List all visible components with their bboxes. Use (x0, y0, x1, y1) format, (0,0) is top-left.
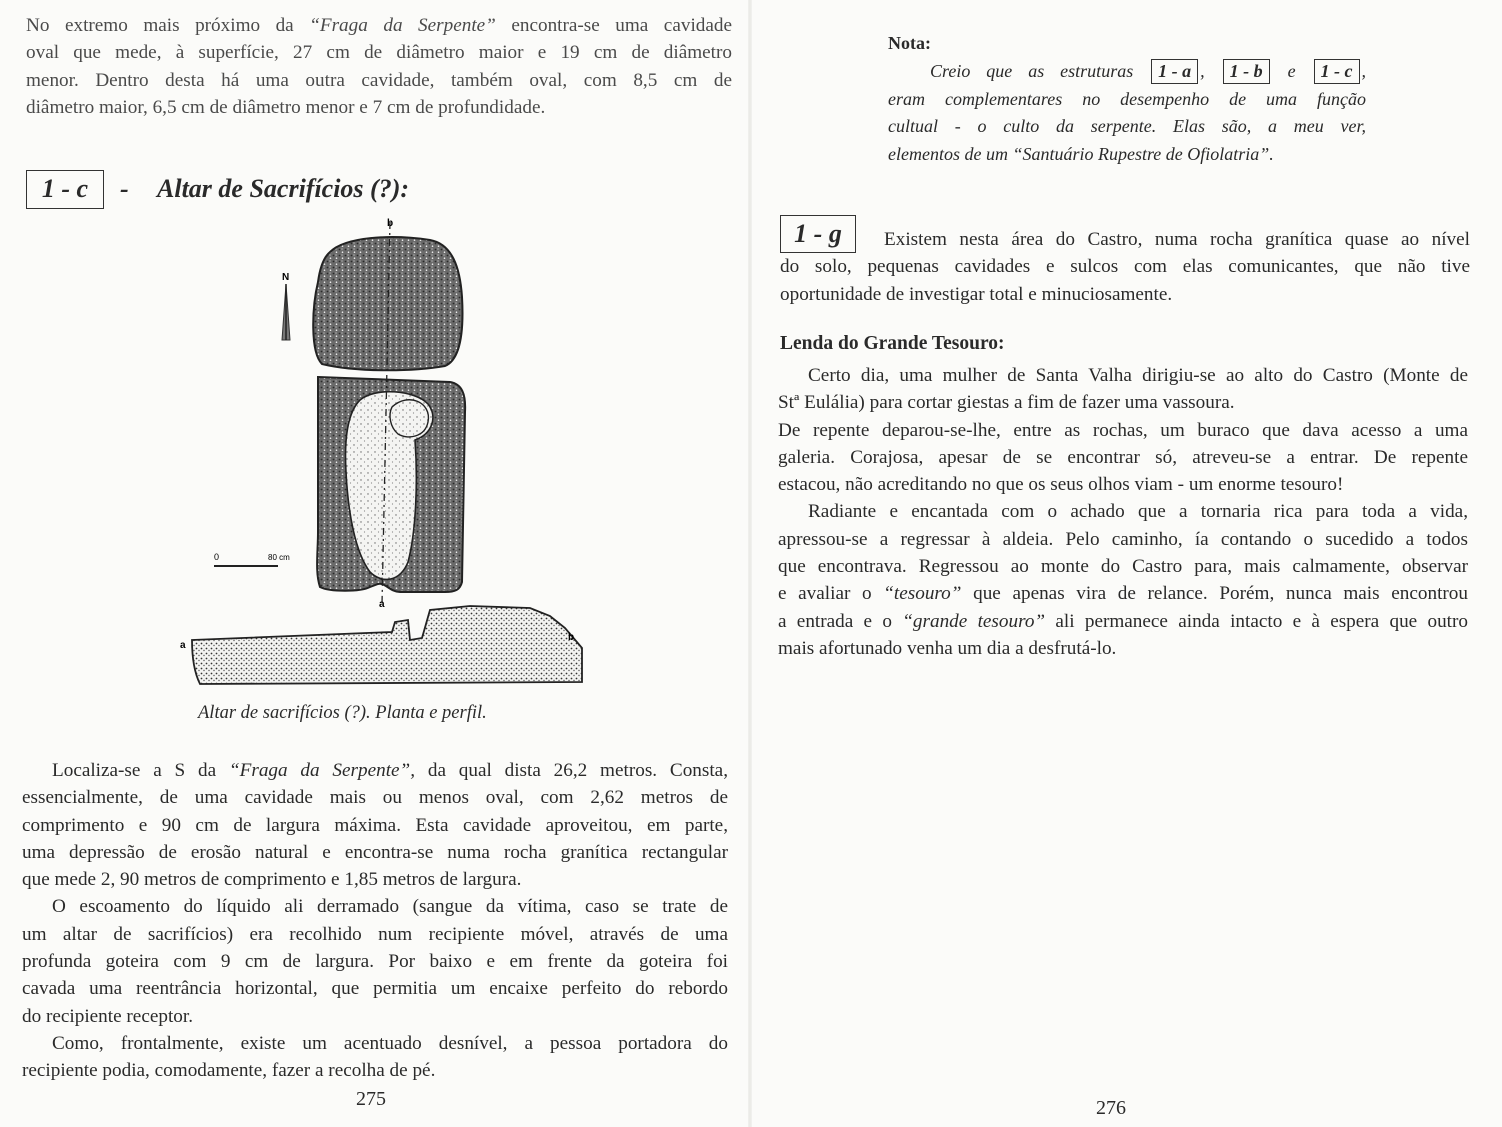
section-label-1g: 1 - g (780, 215, 856, 253)
altar-figure (170, 212, 600, 692)
text-line (22, 1003, 728, 1030)
text-run: e avaliar o (778, 583, 884, 605)
text-line (778, 498, 1468, 525)
text-line (778, 444, 1468, 471)
text-line (22, 866, 728, 893)
text-run: Localiza-se a S da (52, 760, 229, 781)
left-page (0, 0, 750, 1127)
text-line (778, 635, 1468, 662)
text-line (26, 94, 732, 121)
text-line (22, 757, 728, 784)
text-run: apressou-se a regressar à aldeia. Pelo caminho, ía contando o sucedido a todos (778, 528, 1468, 550)
scale-label: 80 cm (268, 553, 290, 562)
scale-zero: 0 (214, 552, 220, 562)
section-title: Altar de Sacrifícios (?): (157, 174, 410, 203)
note-box-1b: 1 - b (1223, 59, 1270, 84)
profile-label-b: b (568, 632, 575, 643)
text-run: “tesouro” (883, 583, 962, 605)
note-comma: , (1200, 61, 1205, 81)
text-run: a entrada e o (778, 610, 903, 632)
text-run: estacou, não acreditando no que os seus olhos viam - um enorme tesouro! (778, 474, 1344, 496)
text-run: uma depressão de erosão natural e encontra-se numa rocha granítica rectangular (22, 841, 728, 863)
text-run: do recipiente receptor. (22, 1005, 194, 1027)
scale-bar (214, 552, 290, 566)
text-line (22, 975, 728, 1002)
north-arrow (282, 272, 290, 340)
note-line-4: elementos de um “Santuário Rupestre de Ofiolatria”. (888, 143, 1274, 164)
legend-paragraphs (778, 362, 1468, 662)
text-line (26, 67, 732, 94)
text-run: “grande tesouro” (902, 610, 1046, 632)
page-number-right: 276 (1096, 1097, 1126, 1119)
text-run: essencialmente, de uma cavidade mais ou menos oval, com 2,62 metros de (22, 787, 728, 809)
text-run: comprimento e 90 cm de largura máxima. Esta cavidade aproveitou, em parte, (22, 814, 728, 836)
page-number-left: 275 (356, 1088, 386, 1110)
note-text (888, 58, 1366, 168)
body-paragraphs (22, 757, 728, 1085)
g-line-2: do solo, pequenas cavidades e sulcos com elas comunicantes, que não tive (780, 256, 1470, 278)
text-line (22, 839, 728, 866)
text-run: No extremo mais próximo da (26, 15, 310, 36)
text-line (22, 812, 728, 839)
text-line (22, 784, 728, 811)
text-run: ali permanece ainda intacto e à espera que outro (1045, 610, 1468, 632)
profile-label-a: a (180, 640, 186, 651)
text-line (22, 893, 728, 920)
text-run: cavada uma reentrância horizontal, que permitia um encaixe perfeito do rebordo (22, 978, 728, 1000)
g-line-1: Existem nesta área do Castro, numa rocha granítica quase ao nível (884, 229, 1470, 250)
text-run: recipiente podia, comodamente, fazer a recolha de pé. (22, 1060, 436, 1082)
text-run: oval que mede, à superfície, 27 cm de diâmetro maior e 19 cm de diâmetro (26, 42, 732, 64)
text-run: Como, frontalmente, existe um acentuado desnível, a pessoa portadora do (52, 1032, 728, 1054)
note-title: Nota: (888, 33, 931, 53)
upper-boulder (313, 237, 462, 370)
section-label-a-top: a (379, 599, 385, 610)
text-line (778, 471, 1468, 498)
text-run: Radiante e encantada com o achado que a tornaria rica para toda a vida, (808, 501, 1468, 523)
text-run: da qual dista 26,2 metros. Consta, (415, 760, 728, 781)
text-run: que encontrava. Regressou ao monte do Castro para, mais calmamente, observar (778, 556, 1468, 578)
text-run: diâmetro maior, 6,5 cm de diâmetro menor e 7 cm de profundidade. (26, 96, 546, 118)
text-run: um altar de sacrifícios) era recolhido num recipiente móvel, através de uma (22, 923, 728, 945)
text-run: Stª Eulália) para cortar giestas a fim de fazer uma vassoura. (778, 392, 1235, 414)
note-box-1c: 1 - c (1314, 59, 1360, 84)
note-comma-2: , (1361, 61, 1366, 81)
text-run: que mede 2, 90 metros de comprimento e 1,85 metros de largura. (22, 869, 522, 891)
g-line-3: oportunidade de investigar total e minuciosamente. (780, 283, 1173, 305)
right-page (752, 0, 1502, 1127)
intro-paragraph (26, 12, 732, 121)
section-g-paragraph (780, 226, 1470, 308)
text-run: Certo dia, uma mulher de Santa Valha dirigiu-se ao alto do Castro (Monte de (808, 365, 1468, 386)
text-line (778, 608, 1468, 635)
text-run: galeria. Corajosa, apesar de se encontrar só, atreveu-se a entrar. De repente (778, 446, 1468, 468)
text-run: que apenas vira de relance. Porém, nunca mais encontrou (961, 583, 1468, 605)
text-line (22, 1057, 728, 1084)
section-label-1c: 1 - c (26, 170, 104, 209)
north-label: N (282, 272, 290, 283)
text-line (26, 12, 732, 39)
text-line (778, 553, 1468, 580)
text-line (26, 39, 732, 66)
text-run: menor. Dentro desta há uma outra cavidade, também oval, com 8,5 cm de (26, 69, 732, 91)
text-line (778, 362, 1468, 389)
text-run: O escoamento do líquido ali derramado (sangue da vítima, caso se trate de (52, 896, 728, 918)
text-line (22, 921, 728, 948)
text-run: “Fraga da Serpente”, (228, 760, 416, 781)
altar-profile (192, 606, 582, 684)
note-line-3: cultual - o culto da serpente. Elas são, a meu ver, (888, 116, 1366, 136)
text-line (778, 417, 1468, 444)
text-run: encontra-se uma cavidade (495, 15, 732, 36)
text-run: profunda goteira com 9 cm de largura. Por baixo e em frente da goteira foi (22, 951, 728, 973)
text-line (778, 580, 1468, 607)
text-run: mais afortunado venha um dia a desfrutá-lo. (778, 637, 1117, 659)
text-line (778, 389, 1468, 416)
text-line (22, 1030, 728, 1057)
text-run: De repente deparou-se-lhe, entre as rochas, um buraco que dava acesso a uma (778, 419, 1468, 441)
note-e: e (1287, 61, 1296, 81)
section-dash: - (120, 174, 129, 203)
note-line-2: eram complementares no desempenho de uma função (888, 88, 1366, 109)
text-line (22, 948, 728, 975)
note-box-1a: 1 - a (1151, 59, 1198, 84)
text-run: “Fraga da Serpente” (309, 15, 496, 36)
legend-title: Lenda do Grande Tesouro: (780, 333, 1005, 354)
section-label-b-top: b (387, 218, 394, 229)
note-line1-start: Creio que as estruturas (930, 61, 1134, 81)
figure-caption: Altar de sacrifícios (?). Planta e perfil. (198, 703, 487, 723)
text-line (778, 526, 1468, 553)
